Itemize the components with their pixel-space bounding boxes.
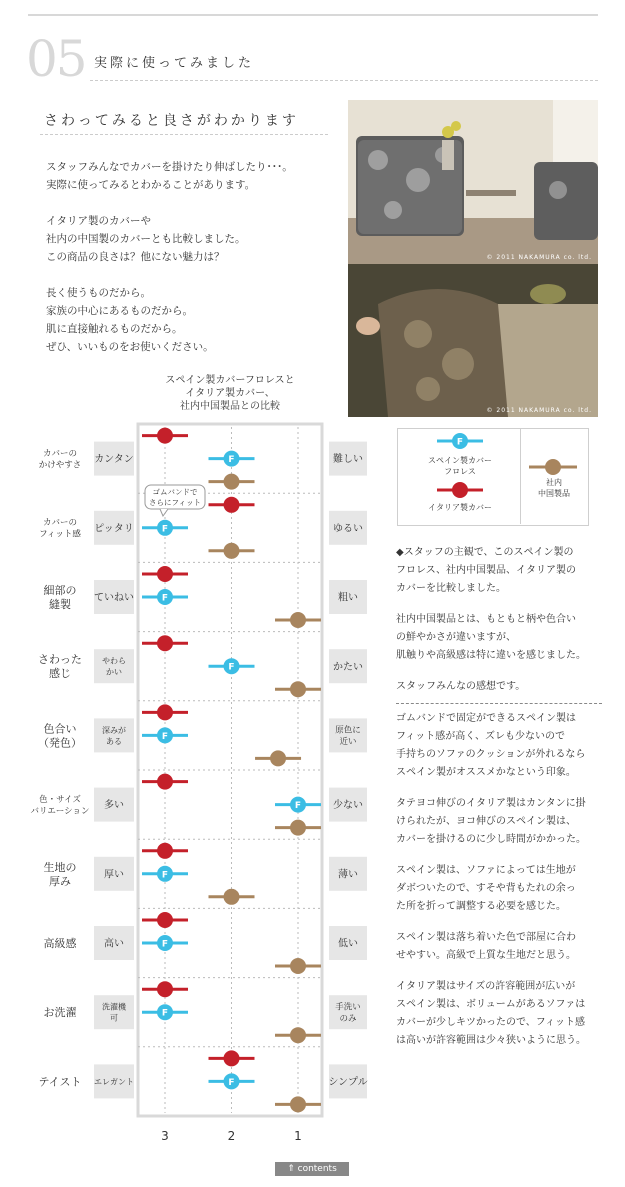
category-name: 色合い（発色）	[38, 722, 82, 750]
right-label: ゆるい	[333, 523, 363, 535]
subtitle: さわってみると良さがわかります	[44, 113, 299, 129]
right-label: 薄い	[338, 869, 358, 881]
intro-paragraph: イタリア製のカバーや 社内の中国製のカバーとも比較しました。 この商品の良さは？他にない魅力は？	[46, 215, 246, 263]
category-name: カバーのかけやすさ	[38, 448, 82, 471]
note-paragraph: イタリア製はサイズの許容範囲が広いが スペイン製は、ボリュームがあるソファは カバーが少しキツかったので、フィット感 は高いが許容範囲は少々狭いように思う。	[396, 981, 586, 1046]
category-name: 高級感	[43, 936, 77, 950]
callout-tail	[160, 509, 168, 516]
contents-button[interactable]: ⇑ contents	[275, 1162, 349, 1176]
fit-callout	[145, 485, 205, 516]
note-paragraph: ゴムバンドで固定ができるスペイン製は フィット感が高く、ズレも少ないので 手持ちのソファのクッションが外れるなら スペイン製がオススメかなという印象。	[396, 713, 586, 778]
china-point	[290, 958, 306, 974]
legend-f-letter: F	[456, 437, 464, 448]
italy-point	[157, 912, 173, 928]
spain-f-letter: F	[161, 731, 169, 742]
left-label: 多い	[104, 800, 124, 812]
callout-text: ゴムバンドでさらにフィット	[149, 487, 201, 507]
china-point	[290, 681, 306, 697]
legend-spain-label: スペイン製カバー フロレス	[428, 456, 492, 476]
left-label: 厚い	[104, 869, 124, 881]
note-paragraph: スタッフみんなの感想です。	[396, 681, 526, 692]
china-point	[290, 1027, 306, 1043]
left-label-box	[94, 649, 134, 683]
right-label: 粗い	[338, 592, 358, 604]
china-point	[290, 820, 306, 836]
italy-point	[157, 635, 173, 651]
italy-point	[224, 1050, 240, 1066]
italy-point	[157, 566, 173, 582]
italy-point	[157, 428, 173, 444]
right-label: かたい	[333, 661, 363, 673]
legend-china-mark	[529, 459, 577, 475]
note-paragraph: 社内中国製品とは、もともと柄や色合い の鮮やかさが違いますが、 肌触りや高級感は特に違いを感じました。	[396, 614, 586, 661]
note-paragraph: ◆スタッフの主観で、このスペイン製の フロレス、社内中国製品、イタリア製の カバーを比較しました。	[396, 547, 576, 594]
category-name: 細部の縫製	[43, 583, 77, 611]
spain-f-letter: F	[161, 524, 169, 535]
right-label: 少ない	[333, 800, 363, 812]
left-label: エレガント	[94, 1077, 134, 1087]
right-label: 原色に近い	[335, 725, 361, 748]
left-label-box	[94, 995, 134, 1029]
category-name: カバーのフィット感	[39, 518, 81, 540]
photo-copyright: © 2011 NAKAMURA co. ltd.	[486, 407, 592, 414]
staff-notes	[396, 544, 602, 1063]
left-label: 洗濯機可	[102, 1002, 126, 1023]
legend-italy-label: イタリア製カバー	[428, 503, 492, 512]
spain-f-letter: F	[294, 801, 302, 812]
section-title: 実際に使ってみました	[94, 56, 255, 71]
italy-point	[157, 843, 173, 859]
italy-point	[224, 497, 240, 513]
x-tick-label: 2	[227, 1129, 236, 1143]
right-label: 手洗いのみ	[335, 1002, 361, 1025]
right-label: 難しい	[333, 454, 363, 466]
left-label: ピッタリ	[94, 523, 134, 535]
china-point	[290, 612, 306, 628]
italy-point	[157, 704, 173, 720]
china-point	[224, 474, 240, 490]
spain-f-letter: F	[161, 870, 169, 881]
intro-paragraph: 長く使うものだから。 家族の中心にあるものだから。 肌に直接触れるものだから。 ぜひ、いいものをお使いください。	[46, 287, 214, 353]
note-paragraph: タテヨコ伸びのイタリア製はカンタンに掛 けられたが、ヨコ伸びのスペイン製は、 カバーを掛けるのに少し時間がかかった。	[396, 798, 586, 845]
category-name: 生地の厚み	[43, 860, 77, 888]
left-label: 深みがある	[102, 725, 126, 746]
note-paragraph: スペイン製は落ち着いた色で部屋に合わ せやすい。高級で上質な生地だと思う。	[396, 932, 576, 961]
right-label: 低い	[338, 938, 358, 950]
legend-spain-mark	[437, 433, 483, 449]
spain-f-letter: F	[161, 939, 169, 950]
china-point	[270, 750, 286, 766]
category-name: お洗濯	[43, 1006, 77, 1020]
photo-copyright: © 2011 NAKAMURA co. ltd.	[486, 254, 592, 261]
chart-ticks	[161, 1129, 302, 1143]
category-name: テイスト	[38, 1075, 82, 1089]
spain-f-letter: F	[228, 455, 235, 466]
italy-point	[157, 981, 173, 997]
chart-caption: スペイン製カバーフロレスと イタリア製カバー、 社内中国製品との比較	[165, 375, 295, 412]
right-label: シンプル	[328, 1077, 368, 1088]
china-point	[290, 1096, 306, 1112]
spain-f-letter: F	[161, 593, 169, 604]
category-name: さわった感じ	[38, 653, 82, 681]
intro-paragraph: スタッフみんなでカバーを掛けたり伸ばしたり･･･。 実際に使ってみるとわかることがあります。	[46, 161, 293, 191]
spain-f-letter: F	[161, 1008, 169, 1019]
x-tick-label: 1	[294, 1129, 302, 1143]
italy-point	[157, 774, 173, 790]
china-point	[224, 543, 240, 559]
china-point	[224, 889, 240, 905]
left-label-box	[94, 718, 134, 752]
spain-f-letter: F	[228, 662, 235, 673]
note-paragraph: スペイン製は、ソファによっては生地が ダボついたので、すそや背もたれの余っ た所を折って調整する必要を感じた。	[396, 865, 576, 912]
left-label: やわらかい	[102, 656, 126, 677]
legend-italy-mark	[437, 482, 483, 498]
x-tick-label: 3	[161, 1129, 169, 1143]
spain-f-letter: F	[228, 1077, 235, 1088]
left-label: 高い	[104, 938, 124, 950]
left-label: カンタン	[94, 454, 134, 466]
left-label: ていねい	[94, 592, 134, 604]
category-name: 色・サイズバリエーション	[30, 794, 90, 817]
note-divider	[396, 703, 602, 704]
section-number: 05	[26, 30, 86, 88]
legend-china-label: 社内 中国製品	[538, 478, 570, 498]
